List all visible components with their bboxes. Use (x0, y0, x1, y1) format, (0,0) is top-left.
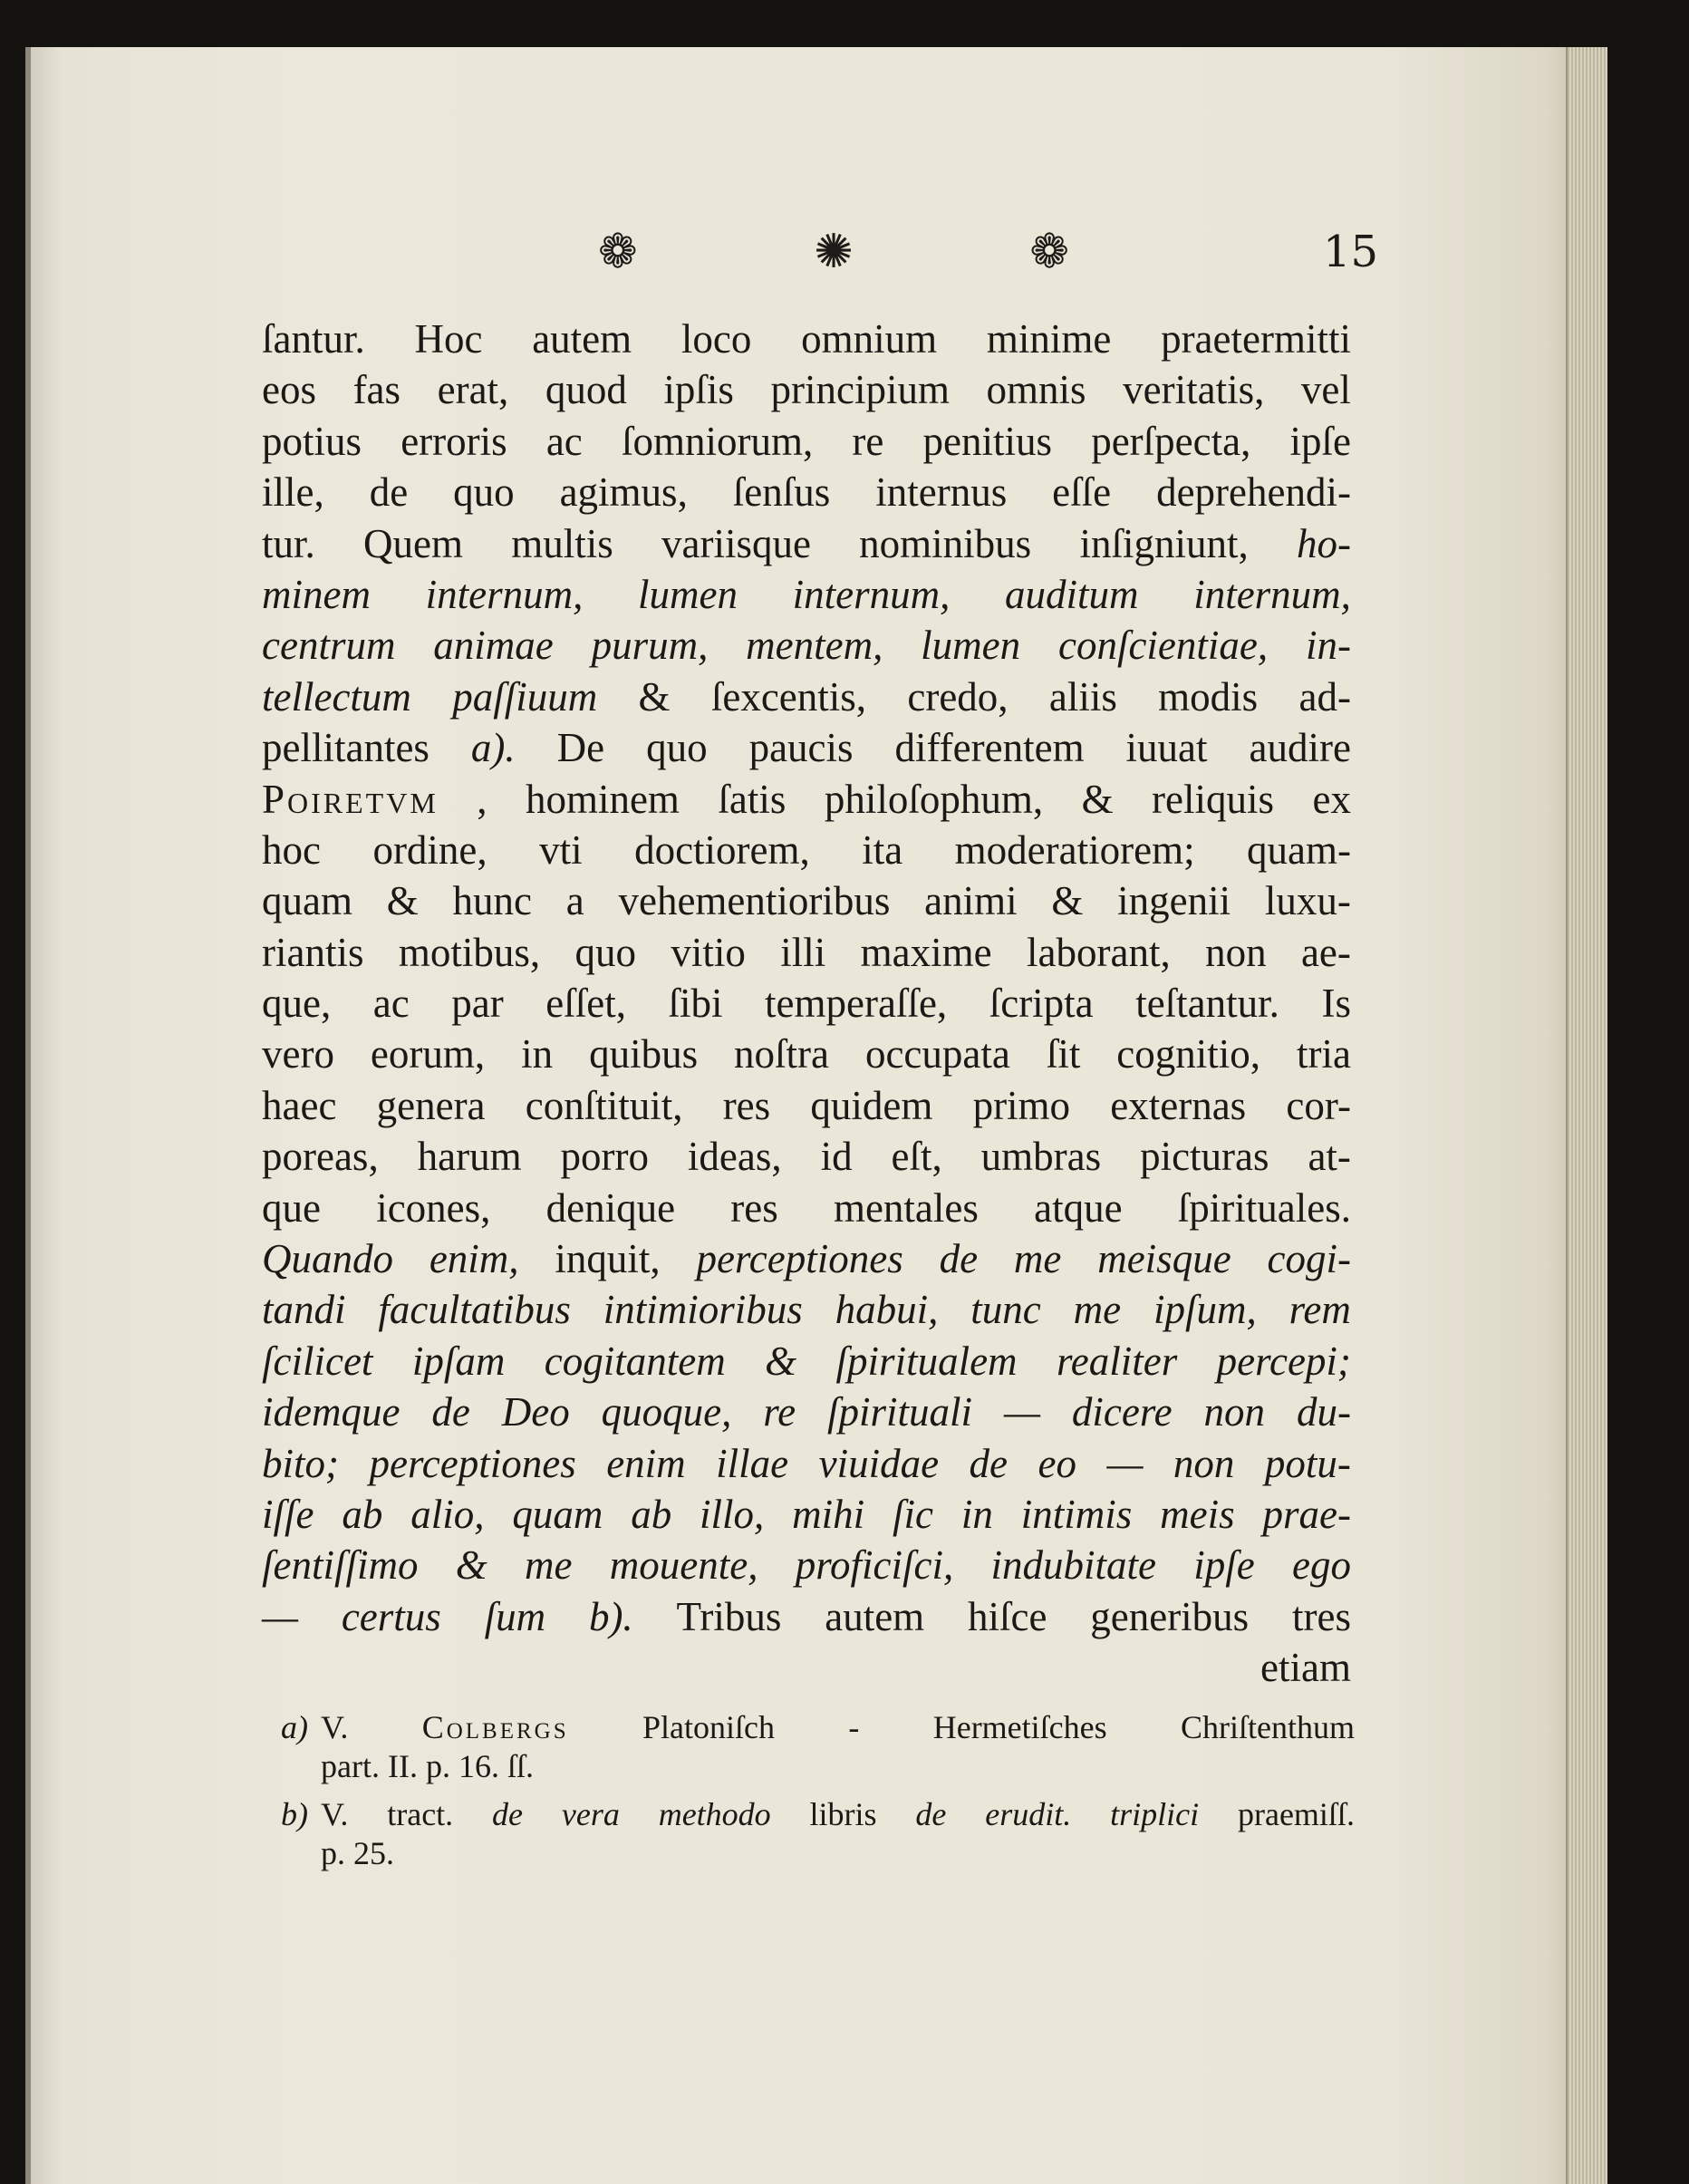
word: Platoniſch (642, 1709, 775, 1745)
word: ideas, (687, 1134, 782, 1180)
word: ſentiſſimo (262, 1542, 419, 1589)
word: par (451, 981, 504, 1027)
word: minem (262, 571, 371, 617)
word: habui, (835, 1287, 939, 1333)
word: prae- (1262, 1491, 1351, 1537)
word: internum, (425, 571, 584, 617)
word: & (1081, 776, 1114, 822)
word: tria (1296, 1031, 1351, 1078)
word: luxu- (1264, 878, 1351, 924)
word: ſpirituali (827, 1389, 973, 1435)
word: quidem (810, 1082, 933, 1128)
word: autem (532, 316, 632, 362)
word: tract. (387, 1796, 454, 1832)
word: percepi; (1216, 1338, 1351, 1384)
word: agimus, (559, 469, 688, 516)
word: illo, (700, 1491, 765, 1537)
word: erat, (437, 367, 509, 413)
word: noſtra (734, 1031, 829, 1078)
word: b). (588, 1593, 633, 1639)
word: fas (352, 367, 401, 413)
footnote (281, 1795, 1355, 1873)
body-text (262, 314, 1351, 1694)
text-line (262, 825, 1351, 875)
word: rem (1288, 1287, 1351, 1333)
word: externas (1110, 1082, 1247, 1128)
page-number: 15 (1323, 227, 1379, 277)
word: perceptiones (696, 1236, 903, 1282)
word: paſſiuum (452, 673, 598, 720)
word: me (525, 1542, 573, 1589)
word: at- (1308, 1134, 1351, 1180)
word: moderatiorem; (954, 826, 1195, 873)
word: animae (433, 623, 554, 669)
word: quibus (589, 1031, 699, 1078)
word: poreas, (262, 1134, 379, 1180)
word: vti (539, 826, 583, 873)
word: alio, (410, 1491, 485, 1537)
word: autem (825, 1593, 925, 1639)
word: ipſis (663, 367, 734, 413)
word: perſpecta, (1091, 418, 1251, 464)
text-line (262, 672, 1351, 722)
footnote-marker: a) (281, 1709, 308, 1745)
text-line (262, 875, 1351, 926)
word: internum, (1193, 571, 1351, 617)
word: tandi (262, 1287, 346, 1333)
header-ornament (598, 225, 1069, 279)
text-line (262, 1131, 1351, 1182)
word: erudit. (985, 1796, 1072, 1832)
word: methodo (658, 1796, 771, 1832)
word: & (455, 1542, 487, 1589)
word: ae- (1300, 929, 1351, 975)
word: a). (470, 725, 516, 771)
word: eſſe (1052, 469, 1112, 516)
word: quoque, (601, 1389, 732, 1435)
word: dicere (1071, 1389, 1173, 1435)
word: riantis (262, 929, 364, 975)
word: ego (1291, 1542, 1351, 1589)
word: enim, (429, 1236, 519, 1282)
word: - (848, 1709, 860, 1745)
word: eſſet, (545, 981, 626, 1027)
word: picturas (1140, 1134, 1269, 1180)
word: quo (646, 725, 708, 771)
word: in- (1305, 623, 1351, 669)
word: de (939, 1236, 979, 1282)
word: hoc (262, 826, 321, 873)
text-line (262, 620, 1351, 671)
text-line (262, 1233, 1351, 1284)
word: inſigniunt, (1079, 520, 1249, 566)
word: Deo (501, 1389, 570, 1435)
word: ſic (893, 1491, 934, 1537)
word: minime (986, 316, 1112, 362)
word: temperaſſe, (765, 981, 948, 1027)
word: Quando (262, 1236, 393, 1282)
text-line (262, 569, 1351, 620)
word: Chriſtenthum (1181, 1709, 1355, 1745)
word: lumen (638, 571, 738, 617)
word: generibus (1090, 1593, 1250, 1639)
word: ſcilicet (262, 1338, 373, 1384)
word: ſexcentis, (710, 673, 867, 720)
word: nominibus (859, 520, 1032, 566)
word: iſſe (262, 1491, 314, 1537)
ornament-left-icon: ❁ (598, 225, 638, 279)
word: & (638, 673, 671, 720)
word: ipſe (1193, 1542, 1255, 1589)
page-edges (1566, 47, 1607, 2184)
word: de (369, 469, 409, 516)
word: cognitio, (1116, 1031, 1261, 1078)
word: haec (262, 1082, 337, 1128)
word: vitio (671, 929, 746, 975)
text-line (262, 1591, 1351, 1642)
word: praemiſſ. (1237, 1796, 1355, 1832)
footnote-marker: b) (281, 1796, 308, 1832)
word: praetermitti (1161, 316, 1351, 362)
word: — (1106, 1440, 1144, 1486)
word: ordine, (372, 826, 487, 873)
word: meisque (1097, 1236, 1231, 1282)
word: re (852, 418, 884, 464)
word: que (262, 1184, 321, 1231)
word: icones, (376, 1184, 491, 1231)
word: facultatibus (378, 1287, 571, 1333)
word: ac (372, 981, 410, 1027)
word: lumen (921, 623, 1021, 669)
word: Hoc (414, 316, 483, 362)
word: vel (1300, 367, 1351, 413)
word: De (556, 725, 605, 771)
word: iuuat (1125, 725, 1208, 771)
word: ingenii (1117, 878, 1231, 924)
word: deprehendi- (1156, 469, 1351, 516)
word: penitius (922, 418, 1053, 464)
word: Tribus (676, 1593, 782, 1639)
word: de (431, 1389, 470, 1435)
word: potius (262, 418, 362, 464)
text-segment: p. 25. (321, 1835, 394, 1871)
word: ipſe (1289, 418, 1351, 464)
word: res (730, 1184, 778, 1231)
word: primo (972, 1082, 1071, 1128)
word: ſit (1046, 1031, 1081, 1078)
text-segment: part. II. p. 16. ſſ. (321, 1748, 534, 1784)
word: re (763, 1389, 796, 1435)
word: multis (511, 520, 613, 566)
word: V. (321, 1709, 349, 1745)
text-line (262, 1387, 1351, 1437)
word: me (1013, 1236, 1062, 1282)
word: porro (560, 1134, 649, 1180)
text-line (262, 1183, 1351, 1233)
word: me (1073, 1287, 1122, 1333)
word: denique (545, 1184, 676, 1231)
word: Poiretvm (262, 776, 439, 822)
word: philoſophum, (824, 776, 1044, 822)
word: purum, (591, 623, 709, 669)
word: intimioribus (603, 1287, 803, 1333)
word: mentem, (746, 623, 883, 669)
ornament-right-icon: ❁ (1029, 225, 1069, 279)
word: animi (924, 878, 1018, 924)
word: occupata (864, 1031, 1010, 1078)
word: meis (1160, 1491, 1235, 1537)
word: principium (770, 367, 950, 413)
word: ſantur. (262, 316, 365, 362)
word: de (492, 1796, 524, 1832)
word: ac (545, 418, 583, 464)
word: perceptiones (369, 1440, 576, 1486)
word: triplici (1110, 1796, 1200, 1832)
word: mihi (792, 1491, 865, 1537)
text-line (262, 1438, 1351, 1489)
word: mentales (833, 1184, 979, 1231)
word: ita (862, 826, 903, 873)
word: ſatis (718, 776, 787, 822)
word: laborant, (1027, 929, 1171, 975)
word: omnis (986, 367, 1086, 413)
word: quo (574, 929, 637, 975)
word: quod (545, 367, 627, 413)
word: umbras (980, 1134, 1102, 1180)
word: res (722, 1082, 771, 1128)
word: modis (1158, 673, 1259, 720)
word: & (386, 878, 419, 924)
text-line (262, 364, 1351, 415)
word: ad- (1298, 673, 1351, 720)
word: ab (342, 1491, 383, 1537)
text-line (262, 1080, 1351, 1131)
word: in (960, 1491, 993, 1537)
word: cor- (1286, 1082, 1351, 1128)
text-line (262, 978, 1351, 1029)
word: teſtantur. (1135, 981, 1279, 1027)
word: mouente, (609, 1542, 758, 1589)
word: ho- (1296, 520, 1351, 566)
word: V. (321, 1796, 349, 1832)
word: reliquis (1152, 776, 1275, 822)
word: potu- (1264, 1440, 1351, 1486)
text-line (321, 1708, 1355, 1747)
word: ipſam (411, 1338, 506, 1384)
word: ſcripta (989, 981, 1094, 1027)
word: , (477, 776, 487, 822)
word: & (1051, 878, 1084, 924)
word: hominem (525, 776, 680, 822)
word: — (262, 1593, 299, 1639)
word: intimis (1020, 1491, 1133, 1537)
word: idemque (262, 1389, 401, 1435)
word: eorum, (370, 1031, 486, 1078)
word: ipſum, (1153, 1287, 1257, 1333)
ornament-center-icon: ✺ (814, 225, 854, 279)
word: conſtituit, (525, 1082, 683, 1128)
word: cogi- (1267, 1236, 1351, 1282)
word: aliis (1048, 673, 1117, 720)
word: quam (512, 1491, 603, 1537)
word: centrum (262, 623, 396, 669)
word: audire (1249, 725, 1351, 771)
word: quam- (1247, 826, 1351, 873)
word: libris (809, 1796, 877, 1832)
word: que, (262, 981, 332, 1027)
word: certus (341, 1593, 441, 1639)
word: tellectum (262, 673, 411, 720)
text-line (262, 774, 1351, 825)
word: eos (262, 367, 316, 413)
word: genera (376, 1082, 486, 1128)
word: illi (780, 929, 826, 975)
word: ſenſus (732, 469, 831, 516)
text-line (321, 1834, 1355, 1873)
word: non (1173, 1440, 1235, 1486)
word: hiſce (967, 1593, 1047, 1639)
text-line (262, 1540, 1351, 1590)
word: maxime (860, 929, 992, 975)
word: enim (606, 1440, 686, 1486)
word: non (1203, 1389, 1266, 1435)
text-line (262, 467, 1351, 517)
word: paucis (748, 725, 854, 771)
word: proficiſci, (795, 1542, 954, 1589)
word: pellitantes (262, 725, 429, 771)
word: inquit, (555, 1236, 661, 1282)
text-line (262, 1489, 1351, 1540)
word: tunc (970, 1287, 1041, 1333)
word: atque (1034, 1184, 1123, 1231)
word: ſum (484, 1593, 546, 1639)
word: ſomniorum, (621, 418, 814, 464)
word: vera (561, 1796, 620, 1832)
footnote (281, 1708, 1355, 1786)
word: erroris (401, 418, 507, 464)
word: internus (875, 469, 1008, 516)
word: internum, (792, 571, 951, 617)
word: omnium (801, 316, 938, 362)
word: & (765, 1338, 797, 1384)
word: differentem (894, 725, 1085, 771)
word: illae (716, 1440, 789, 1486)
word: credo, (907, 673, 1009, 720)
word: ſpiritualem (835, 1338, 1018, 1384)
word: ex (1312, 776, 1351, 822)
word: doctiorem, (634, 826, 810, 873)
word: tres (1292, 1593, 1351, 1639)
word: vehementioribus (618, 878, 891, 924)
text-line (262, 1642, 1351, 1693)
word: du- (1296, 1389, 1351, 1435)
text-line (262, 722, 1351, 773)
word: auditum (1005, 571, 1139, 617)
text-line (262, 518, 1351, 569)
word: Colbergs (421, 1709, 569, 1745)
word: eo (1038, 1440, 1076, 1486)
text-line (321, 1747, 1355, 1786)
word: — (1003, 1389, 1040, 1435)
word: quam (262, 878, 352, 924)
word: de (915, 1796, 947, 1832)
word: veritatis, (1123, 367, 1265, 413)
word: conſcientiae, (1057, 623, 1269, 669)
word: cogitantem (544, 1338, 726, 1384)
word: a (565, 878, 584, 924)
word: loco (680, 316, 752, 362)
text-segment: etiam (1260, 1645, 1351, 1691)
word: motibus, (398, 929, 541, 975)
text-line (262, 314, 1351, 364)
word: realiter (1056, 1338, 1178, 1384)
word: viuidae (818, 1440, 940, 1486)
text-line (262, 1336, 1351, 1387)
page-gutter (25, 47, 31, 2184)
word: indubitate (990, 1542, 1156, 1589)
word: Quem (363, 520, 463, 566)
text-line (262, 927, 1351, 978)
text-line (321, 1795, 1355, 1834)
word: quo (453, 469, 515, 516)
text-line (262, 1284, 1351, 1335)
word: bito; (262, 1440, 339, 1486)
word: non (1205, 929, 1267, 975)
word: vero (262, 1031, 334, 1078)
word: in (521, 1031, 554, 1078)
word: variisque (661, 520, 811, 566)
word: ſibi (668, 981, 723, 1027)
word: harum (417, 1134, 522, 1180)
word: eſt, (891, 1134, 942, 1180)
word: ille, (262, 469, 324, 516)
text-line (262, 1029, 1351, 1079)
word: de (969, 1440, 1009, 1486)
word: hunc (452, 878, 532, 924)
word: ſpirituales. (1177, 1184, 1351, 1231)
text-line (262, 416, 1351, 467)
word: Hermetiſches (932, 1709, 1107, 1745)
footnotes (281, 1708, 1355, 1873)
word: id (820, 1134, 853, 1180)
word: Is (1321, 981, 1351, 1027)
word: tur. (262, 520, 315, 566)
word: ab (631, 1491, 672, 1537)
